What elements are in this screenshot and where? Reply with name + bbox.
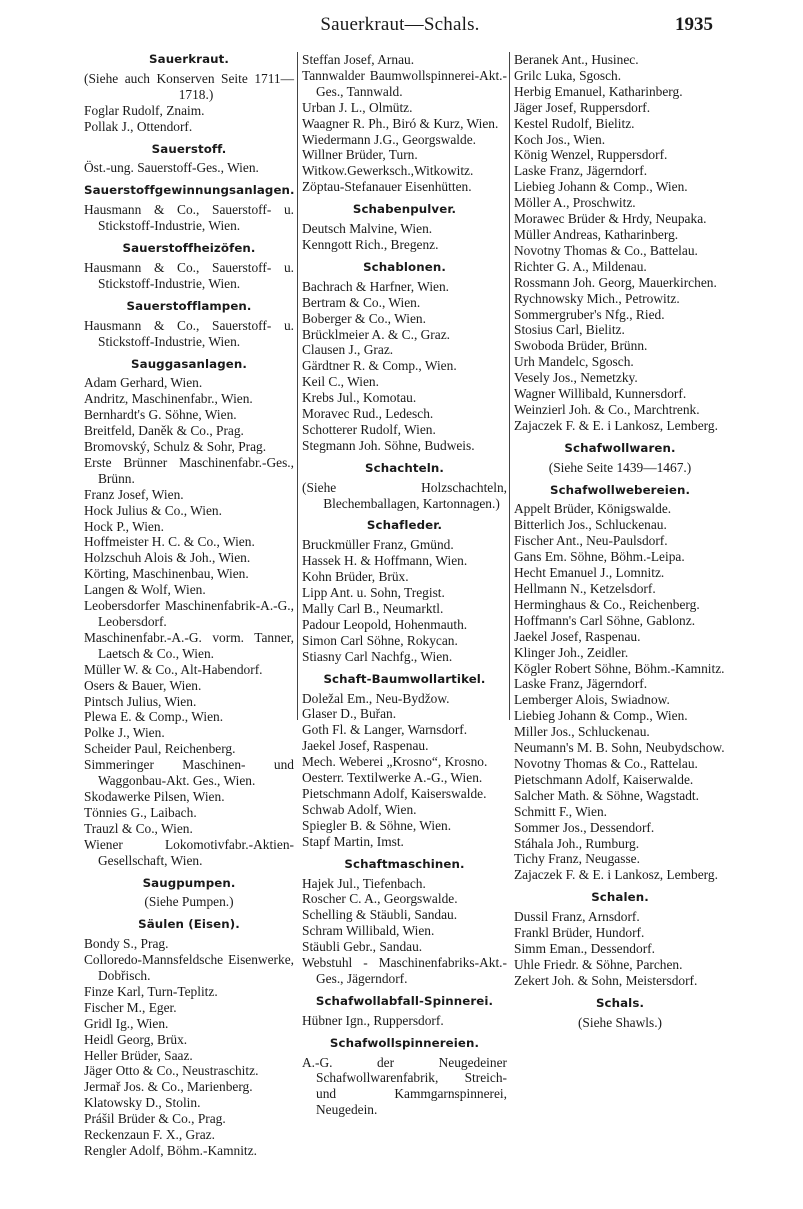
directory-entry: Fischer Ant., Neu-Paulsdorf. xyxy=(514,533,668,549)
section-note: (Siehe Shawls.) xyxy=(577,1014,663,1030)
directory-entry: Bernhardt's G. Söhne, Wien. xyxy=(84,407,237,423)
directory-entry: Stäubli Gebr., Sandau. xyxy=(302,939,423,955)
section-heading: Sauerstofflampen. xyxy=(126,298,252,313)
directory-entry: Simmeringer Maschinen- und Waggonbau-Akt. Ges., Wien. xyxy=(84,757,294,789)
directory-entry: Glaser D., Buřan. xyxy=(302,706,397,722)
directory-entry: Wagner Willibald, Kunnersdorf. xyxy=(514,386,687,402)
directory-entry: Müller Andreas, Katharinberg. xyxy=(514,226,679,242)
directory-entry: Colloredo-Mannsfeldsche Eisenwerke, Dobřisch. xyxy=(84,952,294,984)
directory-entry: Hock P., Wien. xyxy=(84,518,164,534)
directory-entry: Pietschmann Adolf, Kaiserswalde. xyxy=(302,785,487,801)
directory-entry: Wiedermann J.G., Georgswalde. xyxy=(302,131,476,147)
directory-entry: Lipp Ant. u. Sohn, Tregist. xyxy=(302,585,445,601)
directory-entry: Boberger & Co., Wien. xyxy=(302,310,426,326)
directory-entry: Moravec Rud., Ledesch. xyxy=(302,406,434,422)
section-heading: Schafleder. xyxy=(366,518,443,533)
directory-entry: Urban J. L., Olmütz. xyxy=(302,99,413,115)
page-header xyxy=(0,14,803,40)
directory-entry: Herminghaus & Co., Reichenberg. xyxy=(514,596,700,612)
directory-entry: A.-G. der Neugedeiner Schafwollwarenfabrik, Streich- und Kammgarnspinnerei, Neugedein. xyxy=(302,1054,507,1118)
section-heading: Schaft-Baumwollartikel. xyxy=(323,671,486,686)
directory-entry: Weinzierl Joh. & Co., Marchtrenk. xyxy=(514,401,700,417)
directory-entry: Bertram & Co., Wien. xyxy=(302,294,421,310)
directory-entry: Beranek Ant., Husinec. xyxy=(514,52,639,67)
directory-entry: Waagner R. Ph., Biró & Kurz, Wien. xyxy=(302,115,499,131)
directory-entry: Zöptau-Stefanauer Eisenhütten. xyxy=(302,179,472,195)
directory-entry: Clausen J., Graz. xyxy=(302,342,394,358)
directory-entry: Spiegler B. & Söhne, Wien. xyxy=(302,817,452,833)
section-heading: Sauggasanlagen. xyxy=(131,356,247,371)
directory-entry: Prášil Brüder & Co., Prag. xyxy=(84,1111,226,1127)
directory-entry: Andritz, Maschinenfabr., Wien. xyxy=(84,391,253,407)
directory-entry: Leobersdorfer Maschinenfabrik-A.-G., Leobersdorf. xyxy=(84,598,294,629)
directory-entry: Hellmann N., Ketzelsdorf. xyxy=(514,581,656,596)
directory-entry: Hock Julius & Co., Wien. xyxy=(84,502,222,518)
directory-entry: Hausmann & Co., Sauerstoff- u. Stickstoff-Industrie, Wien. xyxy=(84,317,294,349)
section-heading: Schafwollabfall-Spinnerei. xyxy=(315,993,494,1008)
directory-entry: Foglar Rudolf, Znaim. xyxy=(84,102,205,118)
column-3 xyxy=(514,52,726,1030)
section-heading: Schachteln. xyxy=(365,460,444,475)
directory-entry: Willner Brüder, Turn. xyxy=(302,147,418,163)
column-1 xyxy=(84,52,294,1159)
directory-entry: Stapf Martin, Imst. xyxy=(302,833,404,849)
directory-entry: Krebs Jul., Komotau. xyxy=(302,390,417,406)
section-heading: Schals. xyxy=(595,995,645,1010)
directory-entry: Reckenzaun F. X., Graz. xyxy=(84,1127,215,1143)
directory-entry: Lemberger Alois, Swiadnow. xyxy=(514,692,670,708)
directory-entry: Hassek H. & Hoffmann, Wien. xyxy=(302,553,468,569)
directory-entry: Jäger Otto & Co., Neustraschitz. xyxy=(84,1063,259,1079)
directory-entry: Bitterlich Jos., Schluckenau. xyxy=(514,517,667,533)
directory-entry: Breitfeld, Daněk & Co., Prag. xyxy=(84,423,244,439)
directory-entry: Richter G. A., Mildenau. xyxy=(514,258,647,274)
directory-entry: Hajek Jul., Tiefenbach. xyxy=(302,875,426,891)
directory-entry: Schotterer Rudolf, Wien. xyxy=(302,421,436,437)
directory-entry: Maschinenfabr.-A.-G. vorm. Tanner, Laetsch & Co., Wien. xyxy=(84,629,294,661)
section-note: (Siehe Seite 1439—1467.) xyxy=(548,459,692,475)
section-heading: Schabenpulver. xyxy=(352,202,457,217)
directory-entry: Hecht Emanuel J., Lomnitz. xyxy=(514,565,665,581)
directory-entry: Bondy S., Prag. xyxy=(84,936,169,952)
section-heading: Schafwollspinnereien. xyxy=(329,1035,480,1050)
directory-entry: Klatowsky D., Stolin. xyxy=(84,1095,201,1111)
directory-entry: Jermař Jos. & Co., Marienberg. xyxy=(84,1079,253,1095)
directory-entry: Rossmann Joh. Georg, Mauerkirchen. xyxy=(514,274,717,290)
directory-entry: Novotny Thomas & Co., Battelau. xyxy=(514,242,698,258)
section-heading: Schafwollwebereien. xyxy=(549,482,691,497)
directory-entry: Novotny Thomas & Co., Rattelau. xyxy=(514,755,698,771)
section-heading: Säulen (Eisen). xyxy=(138,917,240,932)
directory-entry: Jäger Josef, Ruppersdorf. xyxy=(514,99,651,115)
directory-entry: Wiener Lokomotivfabr.-Aktien-Gesellschaft, Wien. xyxy=(84,836,294,868)
directory-entry: Sommergruber's Nfg., Ried. xyxy=(514,306,665,322)
directory-entry: Langen & Wolf, Wien. xyxy=(84,582,206,598)
directory-entry: Kestel Rudolf, Bielitz. xyxy=(514,115,635,131)
directory-entry: Witkow.Gewerksch.,Witkowitz. xyxy=(302,163,474,179)
directory-entry: Heidl Georg, Brüx. xyxy=(84,1031,188,1047)
section-heading: Sauerstoff. xyxy=(151,141,227,156)
directory-entry: Uhle Friedr. & Söhne, Parchen. xyxy=(514,956,683,972)
directory-entry: Stosius Carl, Bielitz. xyxy=(514,322,625,338)
directory-entry: Jaekel Josef, Raspenau. xyxy=(302,738,429,754)
directory-entry: Gans Em. Söhne, Böhm.-Leipa. xyxy=(514,549,685,565)
directory-entry: Hoffmann's Carl Söhne, Gablonz. xyxy=(514,612,696,628)
section-heading: Schaftmaschinen. xyxy=(344,856,465,871)
directory-entry: Schram Willibald, Wien. xyxy=(302,923,435,939)
directory-entry: Koch Jos., Wien. xyxy=(514,131,606,147)
directory-entry: Bachrach & Harfner, Wien. xyxy=(302,278,450,294)
directory-entry: Finze Karl, Turn-Teplitz. xyxy=(84,983,218,999)
column-2 xyxy=(302,52,507,1118)
directory-entry: Öst.-ung. Sauerstoff-Ges., Wien. xyxy=(84,160,259,176)
directory-entry: Zajaczek F. & E. i Lankosz, Lemberg. xyxy=(514,867,718,883)
directory-entry: Hausmann & Co., Sauerstoff- u. Stickstoff-Industrie, Wien. xyxy=(84,202,294,234)
directory-entry: Zekert Joh. & Sohn, Meistersdorf. xyxy=(514,972,698,988)
directory-entry: Polke J., Wien. xyxy=(84,725,165,741)
section-heading: Schalen. xyxy=(591,890,649,905)
directory-entry: Adam Gerhard, Wien. xyxy=(84,375,203,391)
directory-entry: Mally Carl B., Neumarktl. xyxy=(302,601,444,616)
directory-entry: Schelling & Stäubli, Sandau. xyxy=(302,907,458,923)
directory-entry: Kögler Robert Söhne, Böhm.-Kamnitz. xyxy=(514,660,725,676)
running-title: Sauerkraut—Schals. xyxy=(320,14,480,35)
directory-entry: Simon Carl Söhne, Rokycan. xyxy=(302,632,458,648)
section-note: (Siehe Holzschachteln, Blechemballagen, Kartonnagen.) xyxy=(302,479,507,511)
directory-entry: Erste Brünner Maschinenfabr.-Ges., Brünn. xyxy=(84,454,294,486)
directory-entry: Holzschuh Alois & Joh., Wien. xyxy=(84,550,251,566)
directory-entry: Möller A., Proschwitz. xyxy=(514,195,636,211)
section-heading: Sauerstoffgewinnungsanlagen. xyxy=(84,183,295,198)
directory-entry: Stáhala Joh., Rumburg. xyxy=(514,835,640,851)
directory-entry: Laske Franz, Jägerndorf. xyxy=(514,163,648,179)
directory-entry: Liebieg Johann & Comp., Wien. xyxy=(514,708,688,724)
directory-entry: Fischer M., Eger. xyxy=(84,999,177,1015)
directory-entry: Mech. Weberei „Krosno“, Krosno. xyxy=(302,754,488,770)
directory-entry: Pollak J., Ottendorf. xyxy=(84,118,193,134)
directory-entry: Tannwalder Baumwollspinnerei-Akt.-Ges., Tannwald. xyxy=(302,67,507,99)
directory-entry: Goth Fl. & Langer, Warnsdorf. xyxy=(302,722,468,738)
directory-entry: Scheider Paul, Reichenberg. xyxy=(84,741,236,757)
directory-entry: Simm Eman., Dessendorf. xyxy=(514,940,655,956)
directory-entry: Steffan Josef, Arnau. xyxy=(302,52,415,67)
section-heading: Saugpumpen. xyxy=(142,875,236,890)
directory-entry: Dussil Franz, Arnsdorf. xyxy=(514,909,640,925)
page-number: 1935 xyxy=(675,14,713,35)
directory-entry: Rychnowsky Mich., Petrowitz. xyxy=(514,290,680,306)
directory-entry: Tichy Franz, Neugasse. xyxy=(514,851,640,867)
directory-entry: Zajaczek F. & E. i Lankosz, Lemberg. xyxy=(514,417,718,433)
directory-entry: Plewa E. & Comp., Wien. xyxy=(84,709,224,725)
directory-entry: Sommer Jos., Dessendorf. xyxy=(514,819,655,835)
column-divider xyxy=(297,52,298,720)
directory-entry: Tönnies G., Laibach. xyxy=(84,804,197,820)
directory-entry: Salcher Math. & Söhne, Wagstadt. xyxy=(514,787,699,803)
directory-entry: Osers & Bauer, Wien. xyxy=(84,677,202,693)
directory-entry: Pintsch Julius, Wien. xyxy=(84,693,197,709)
directory-entry: Webstuhl - Maschinenfabriks-Akt.-Ges., Jägerndorf. xyxy=(302,955,507,986)
directory-entry: Hoffmeister H. C. & Co., Wien. xyxy=(84,534,255,550)
directory-entry: Jaekel Josef, Raspenau. xyxy=(514,628,641,644)
section-note: (Siehe auch Konserven Seite 1711—1718.) xyxy=(84,70,294,102)
directory-entry: Stiasny Carl Nachfg., Wien. xyxy=(302,648,453,664)
directory-entry: Gridl Ig., Wien. xyxy=(84,1015,169,1031)
directory-entry: Klinger Joh., Zeidler. xyxy=(514,644,629,660)
directory-entry: Körting, Maschinenbau, Wien. xyxy=(84,566,249,582)
directory-entry: Skodawerke Pilsen, Wien. xyxy=(84,788,225,804)
section-note: (Siehe Pumpen.) xyxy=(144,894,234,910)
directory-entry: König Wenzel, Ruppersdorf. xyxy=(514,147,668,163)
directory-entry: Kenngott Rich., Bregenz. xyxy=(302,236,439,252)
directory-entry: Doležal Em., Neu-Bydžow. xyxy=(302,690,450,706)
section-heading: Sauerkraut. xyxy=(149,52,229,66)
directory-entry: Franz Josef, Wien. xyxy=(84,486,184,502)
directory-entry: Grilc Luka, Sgosch. xyxy=(514,67,622,83)
directory-entry: Trauzl & Co., Wien. xyxy=(84,820,193,836)
section-heading: Schafwollwaren. xyxy=(564,440,676,455)
directory-entry: Gärdtner R. & Comp., Wien. xyxy=(302,358,457,374)
directory-entry: Müller W. & Co., Alt-Habendorf. xyxy=(84,661,263,677)
directory-entry: Schwab Adolf, Wien. xyxy=(302,801,417,817)
directory-entry: Herbig Emanuel, Katharinberg. xyxy=(514,83,683,99)
section-heading: Sauerstoffheizöfen. xyxy=(122,241,256,256)
directory-entry: Hausmann & Co., Sauerstoff- u. Stickstoff-Industrie, Wien. xyxy=(84,259,294,291)
directory-entry: Deutsch Malvine, Wien. xyxy=(302,221,433,237)
directory-entry: Kohn Brüder, Brüx. xyxy=(302,569,409,585)
directory-entry: Vesely Jos., Nemetzky. xyxy=(514,370,638,386)
directory-entry: Laske Franz, Jägerndorf. xyxy=(514,676,648,692)
directory-entry: Brücklmeier A. & C., Graz. xyxy=(302,326,451,342)
directory-entry: Roscher C. A., Georgswalde. xyxy=(302,891,458,907)
directory-entry: Bruckmüller Franz, Gmünd. xyxy=(302,537,454,553)
directory-entry: Urh Mandelc, Sgosch. xyxy=(514,354,634,370)
directory-entry: Schmitt F., Wien. xyxy=(514,803,607,819)
directory-entry: Stegmann Joh. Söhne, Budweis. xyxy=(302,437,475,453)
directory-entry: Padour Leopold, Hohenmauth. xyxy=(302,616,468,632)
directory-entry: Bromovský, Schulz & Sohr, Prag. xyxy=(84,439,267,455)
directory-entry: Miller Jos., Schluckenau. xyxy=(514,724,650,740)
directory-entry: Neumann's M. B. Sohn, Neubydschow. xyxy=(514,740,725,756)
directory-entry: Heller Brüder, Saaz. xyxy=(84,1047,193,1063)
directory-entry: Frankl Brüder, Hundorf. xyxy=(514,925,645,941)
directory-entry: Swoboda Brüder, Brünn. xyxy=(514,338,648,354)
directory-entry: Morawec Brüder & Hrdy, Neupaka. xyxy=(514,211,707,227)
column-divider xyxy=(509,52,510,720)
directory-entry: Pietschmann Adolf, Kaiserwalde. xyxy=(514,771,694,787)
section-heading: Schablonen. xyxy=(363,259,446,274)
directory-entry: Appelt Brüder, Königswalde. xyxy=(514,501,672,517)
directory-entry: Keil C., Wien. xyxy=(302,374,379,390)
directory-entry: Oesterr. Textilwerke A.-G., Wien. xyxy=(302,770,483,786)
directory-entry: Hübner Ign., Ruppersdorf. xyxy=(302,1012,444,1028)
directory-entry: Rengler Adolf, Böhm.-Kamnitz. xyxy=(84,1143,257,1158)
directory-entry: Liebieg Johann & Comp., Wien. xyxy=(514,179,688,195)
